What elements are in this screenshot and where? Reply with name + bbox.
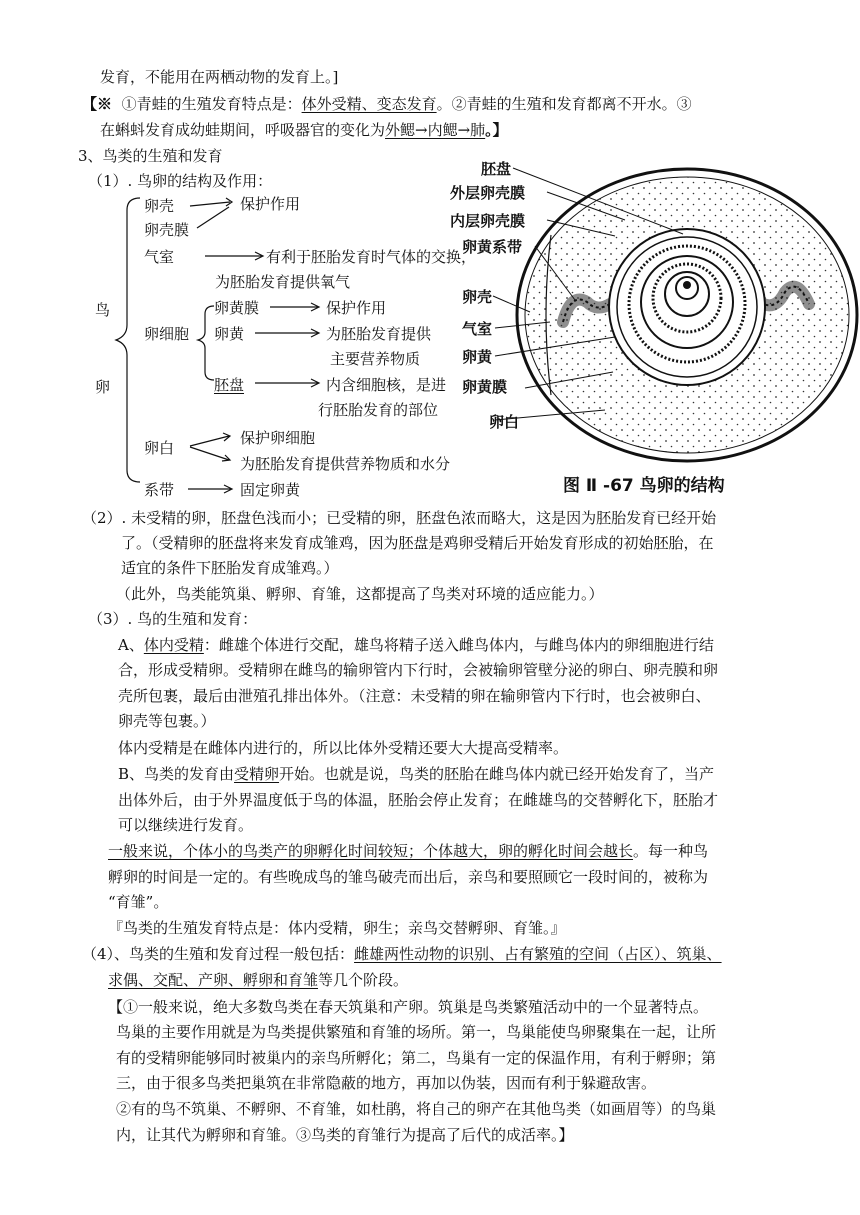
figure-label-chalaza: 卵黄系带 (462, 238, 523, 256)
tree-disc-function-2: 行胚胎发育的部位 (318, 401, 439, 419)
text-line: 孵卵的时间是一定的。有些晚成鸟的雏鸟破壳而出后，亲鸟和要照顾它一段时间的，被称为 (108, 868, 709, 886)
tree-albumen-function-1: 保护卵细胞 (240, 429, 316, 447)
text-line (108, 840, 708, 862)
text-line: 壳所包裹，最后由泄殖孔排出体外。（注意：未受精的卵在输卵管内下行时，也会被卵白、 (118, 687, 711, 705)
tree-yolk: 卵黄 (214, 325, 245, 343)
text: 。②青蛙的生殖和发育都离不开水。③ (436, 95, 692, 113)
figure-label-yolk-membrane: 卵黄膜 (462, 378, 508, 396)
text-line: ②有的鸟不筑巢、不孵卵、不育雏，如杜鹃，将自己的卵产在其他鸟类（如画眉等）的鸟巢 (116, 1100, 717, 1118)
tree-protect: 保护作用 (240, 195, 301, 213)
tree-albumen: 卵白 (144, 439, 175, 457)
tree-air-function-2: 为胚胎发育提供氧气 (215, 273, 351, 291)
text: 。每一种鸟 (633, 842, 709, 860)
text-line: 了。（受精卵的胚盘将来发育成雏鸡，因为胚盘是鸡卵受精后开始发育形成的初始胚胎，在 (121, 534, 714, 552)
text: ①青蛙的生殖发育特点是： (121, 95, 302, 113)
text-line: 卵壳等包裹。） (118, 712, 216, 730)
text: ：雌雄个体进行交配，雄鸟将精子送入雌鸟体内，与雌鸟体内的卵细胞进行结 (203, 636, 714, 654)
text-line: 有的受精卵能够同时被巢内的亲鸟所孵化；第二，鸟巢有一定的保温作用，有利于孵卵；第 (116, 1049, 717, 1067)
text-line: 合，形成受精卵。受精卵在雌鸟的输卵管内下行时，会被输卵管壁分泌的卵白、卵壳膜和卵 (118, 661, 719, 679)
underlined-text: 一般来说，个体小的鸟类产的卵孵化时间较短；个体越大，卵的孵化时间会越长 (108, 842, 634, 860)
text: 等几个阶段。 (318, 971, 409, 989)
tree-yolk-membrane-function: 保护作用 (326, 299, 387, 317)
tree-egg-cell: 卵细胞 (144, 325, 190, 343)
underlined-text: 外鳃→内鳃→肺 (385, 121, 486, 139)
figure-caption: 图 Ⅱ -67 鸟卵的结构 (563, 476, 725, 496)
section-heading: 3、鸟类的生殖和发育 (78, 147, 223, 165)
text-line (118, 763, 714, 785)
egg-structure-illustration (455, 152, 860, 507)
figure-label-air-cell: 气室 (462, 320, 493, 338)
note-bracket: 【※ (82, 95, 113, 113)
text-line: 出体外后，由于外界温度低于鸟的体温，胚胎会停止发育；在雌雄鸟的交替孵化下，胚胎才 (118, 791, 719, 809)
figure-label-germinal-disc: 胚盘 (481, 160, 512, 178)
tree-yolk-function-1: 为胚胎发育提供 (326, 325, 432, 343)
text-line: 内，让其代为孵卵和育雏。③鸟类的育雏行为提高了后代的成活率。】 (116, 1126, 574, 1144)
text-line: 三，由于很多鸟类把巢筑在非常隐蔽的地方，再加以伪装，因而有利于躲避敌害。 (116, 1074, 657, 1092)
text-line: “育雏”。 (108, 893, 169, 911)
text-line: 鸟巢的主要作用就是为鸟类提供繁殖和育雏的场所。第一，鸟巢能使鸟卵聚集在一起，让所 (116, 1023, 717, 1041)
text-line (82, 943, 722, 965)
underlined-text: 体外受精、变态发育 (301, 95, 437, 113)
text-line: 体内受精是在雌体内进行的，所以比体外受精还要大大提高受精率。 (118, 739, 569, 757)
tree-air-cell: 气室 (144, 248, 175, 266)
tree-shell: 卵壳 (144, 197, 175, 215)
text-line (108, 969, 408, 991)
figure-label-inner-shell-membrane: 内层卵壳膜 (450, 212, 526, 230)
tree-disc-function-1: 内含细胞核，是进 (326, 376, 447, 394)
tree-albumen-function-2: 为胚胎发育提供营养物质和水分 (240, 455, 451, 473)
text-line: （2）. 未受精的卵，胚盘色浅而小；已受精的卵，胚盘色浓而略大，这是因为胚胎发育已经开始 (82, 509, 717, 527)
tree-yolk-function-2: 主要营养物质 (330, 350, 421, 368)
tree-germinal-disc: 胚盘 (214, 376, 245, 394)
text: 在蝌蚪发育成幼蛙期间，呼吸器官的变化为 (100, 121, 386, 139)
text: 开始。也就是说，鸟类的胚胎在雌鸟体内就已经开始发育了，当产 (279, 765, 715, 783)
tree-chalaza: 系带 (144, 481, 175, 499)
text-line: 『鸟类的生殖发育特点是：体内受精，卵生；亲鸟交替孵卵、育雏。』 (108, 919, 566, 937)
tree-chalaza-function: 固定卵黄 (240, 481, 301, 499)
sub-heading: （3）. 鸟的生殖和发育： (88, 610, 258, 628)
underlined-text: 雌雄两性动物的识别、占有繁殖的空间（占区）、筑巢、 (354, 945, 722, 963)
tree-air-function-1: 有利于胚胎发育时气体的交换， (266, 248, 477, 266)
figure-label-shell: 卵壳 (462, 288, 493, 306)
figure-label-albumen: 卵白 (489, 413, 520, 431)
underlined-text: 求偶、交配、产卵、孵卵和育雏 (108, 971, 319, 989)
sub-heading: （1）. 鸟卵的结构及作用： (88, 172, 273, 190)
text-line: 【①一般来说，绝大多数鸟类在春天筑巢和产卵。筑巢是鸟类繁殖活动中的一个显著特点。 (108, 998, 709, 1016)
underlined-text: 体内受精 (143, 636, 204, 654)
tree-root-bird: 鸟 (95, 301, 111, 319)
text-line: 可以继续进行发育。 (118, 816, 254, 834)
tree-root-egg: 卵 (95, 378, 111, 396)
text: A、 (118, 636, 144, 654)
tree-yolk-membrane: 卵黄膜 (214, 299, 260, 317)
text-line: （此外，鸟类能筑巢、孵卵、育雏，这都提高了鸟类对环境的适应能力。） (116, 585, 604, 603)
figure-label-outer-shell-membrane: 外层卵壳膜 (450, 184, 526, 202)
text-line: 发育，不能用在两栖动物的发育上。] (100, 68, 339, 86)
tree-shell-membrane: 卵壳膜 (144, 221, 190, 239)
underlined-text: 受精卵 (234, 765, 280, 783)
text-line: 适宜的条件下胚胎发育成雏鸡。） (121, 559, 339, 577)
text: B、鸟类的发育由 (118, 765, 235, 783)
text-line (118, 634, 714, 656)
text: 。】 (485, 121, 508, 139)
figure-label-yolk: 卵黄 (462, 348, 493, 366)
text: （4）、鸟类的生殖和发育过程一般包括： (82, 945, 355, 963)
